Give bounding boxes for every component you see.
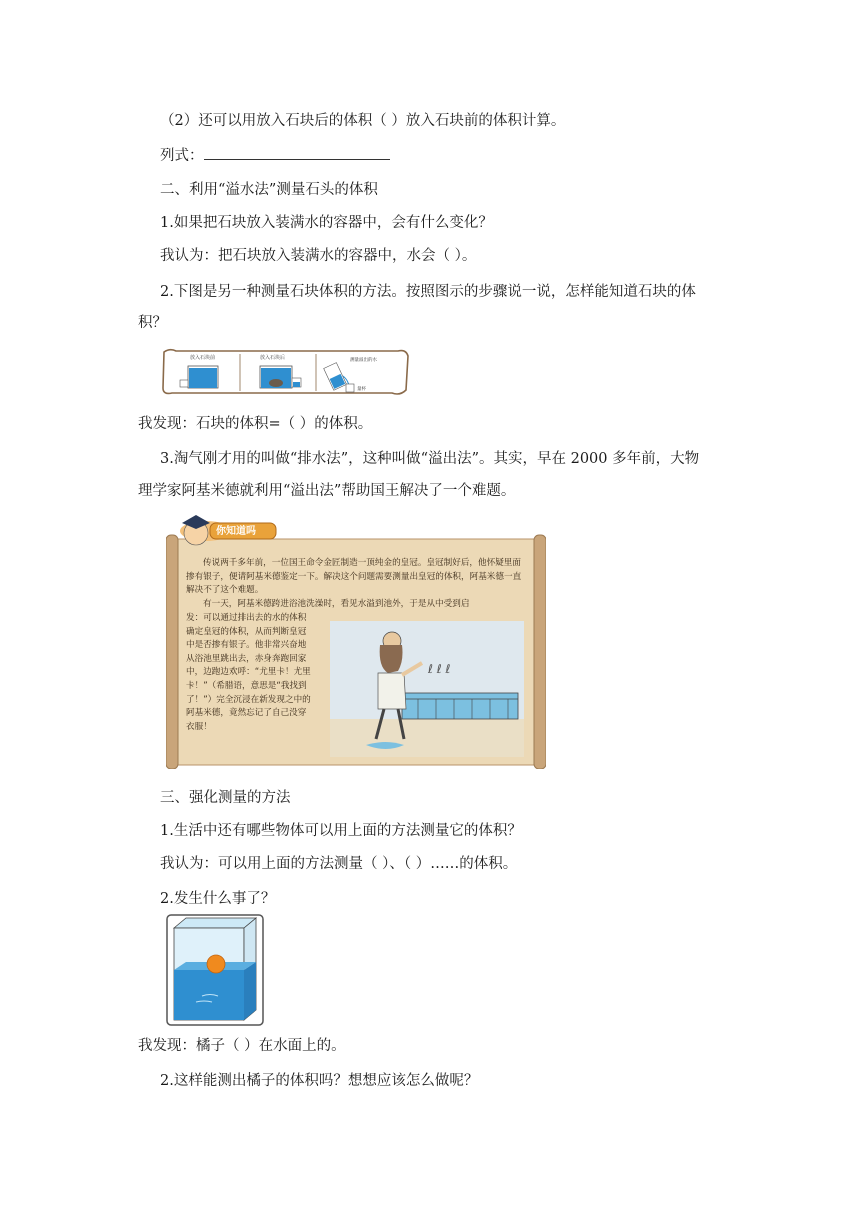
answer-line: 我认为：可以用上面的方法测量（ ）、（ ）……的体积。	[160, 856, 518, 872]
archimedes-story-scroll	[166, 513, 546, 769]
story-paragraph: 发：可以通过排出去的水的体积确定皇冠的体积，从而判断皇冠中是否掺有银子。他非常兴奋地从浴池里跳出去，赤身奔跑回家中，边跑边欢呼：“尤里卡！尤里卡！”（希腊语，意思是“我找到了！”）完全沉浸在新发现之中的阿基米德，竟然忘记了自己没穿衣服！	[186, 613, 311, 732]
question: 2.这样能测出橘子的体积吗？想想应该怎么做呢？	[160, 1073, 479, 1089]
finding-line: 我发现：石块的体积=（ ）的体积。	[138, 416, 373, 432]
question-continued: 积？	[138, 315, 167, 331]
step-label: 测量溢出的水	[350, 358, 377, 363]
water-tank-orange-figure	[166, 914, 264, 1026]
finding-line: 我发现：橘子（ ）在水面上的。	[138, 1038, 346, 1054]
overflow-method-figure	[160, 346, 410, 398]
question: 3.淘气刚才用的叫做“排水法”，这种叫做“溢出法”。其实，早在 2000 多年前，大物	[160, 451, 700, 467]
formula-line	[160, 146, 390, 166]
step-label: 放入石块前	[190, 355, 216, 361]
question: 2.下图是另一种测量石块体积的方法。按照图示的步骤说一说，怎样能知道石块的体	[160, 284, 696, 300]
question: 1.生活中还有哪些物体可以用上面的方法测量它的体积？	[160, 823, 522, 839]
step-label: 量杯	[357, 387, 366, 392]
question-continued: 理学家阿基米德就利用“溢出法”帮助国王解决了一个难题。	[138, 483, 516, 499]
answer-line: 我认为：把石块放入装满水的容器中，水会（ ）。	[160, 248, 477, 264]
question: 2.发生什么事了？	[160, 891, 276, 907]
step-label: 放入石块后	[260, 355, 286, 361]
section-heading: 二、利用“溢水法”测量石头的体积	[160, 182, 378, 198]
text-line: （2）还可以用放入石块后的体积（ ）放入石块前的体积计算。	[160, 113, 566, 129]
orange-icon	[207, 955, 225, 973]
did-you-know-badge: 你知道吗	[216, 526, 256, 537]
story-paragraph: 传说两千多年前，一位国王命令金匠制造一顶纯金的皇冠。皇冠制好后，他怀疑里面掺有银子，便请阿基米德鉴定一下。解决这个问题需要测量出皇冠的体积，阿基米德一直解决不了这个难题。	[186, 558, 522, 596]
formula-label: 列式：	[160, 148, 204, 164]
section-heading: 三、强化测量的方法	[160, 790, 291, 806]
svg-text:ℓ ℓ ℓ: ℓ ℓ ℓ	[428, 662, 451, 676]
question: 1.如果把石块放入装满水的容器中，会有什么变化？	[160, 215, 493, 231]
answer-blank[interactable]	[204, 147, 390, 160]
story-paragraph: 有一天，阿基米德跨进浴池洗澡时，看见水溢到池外，于是从中受到启	[203, 599, 470, 609]
